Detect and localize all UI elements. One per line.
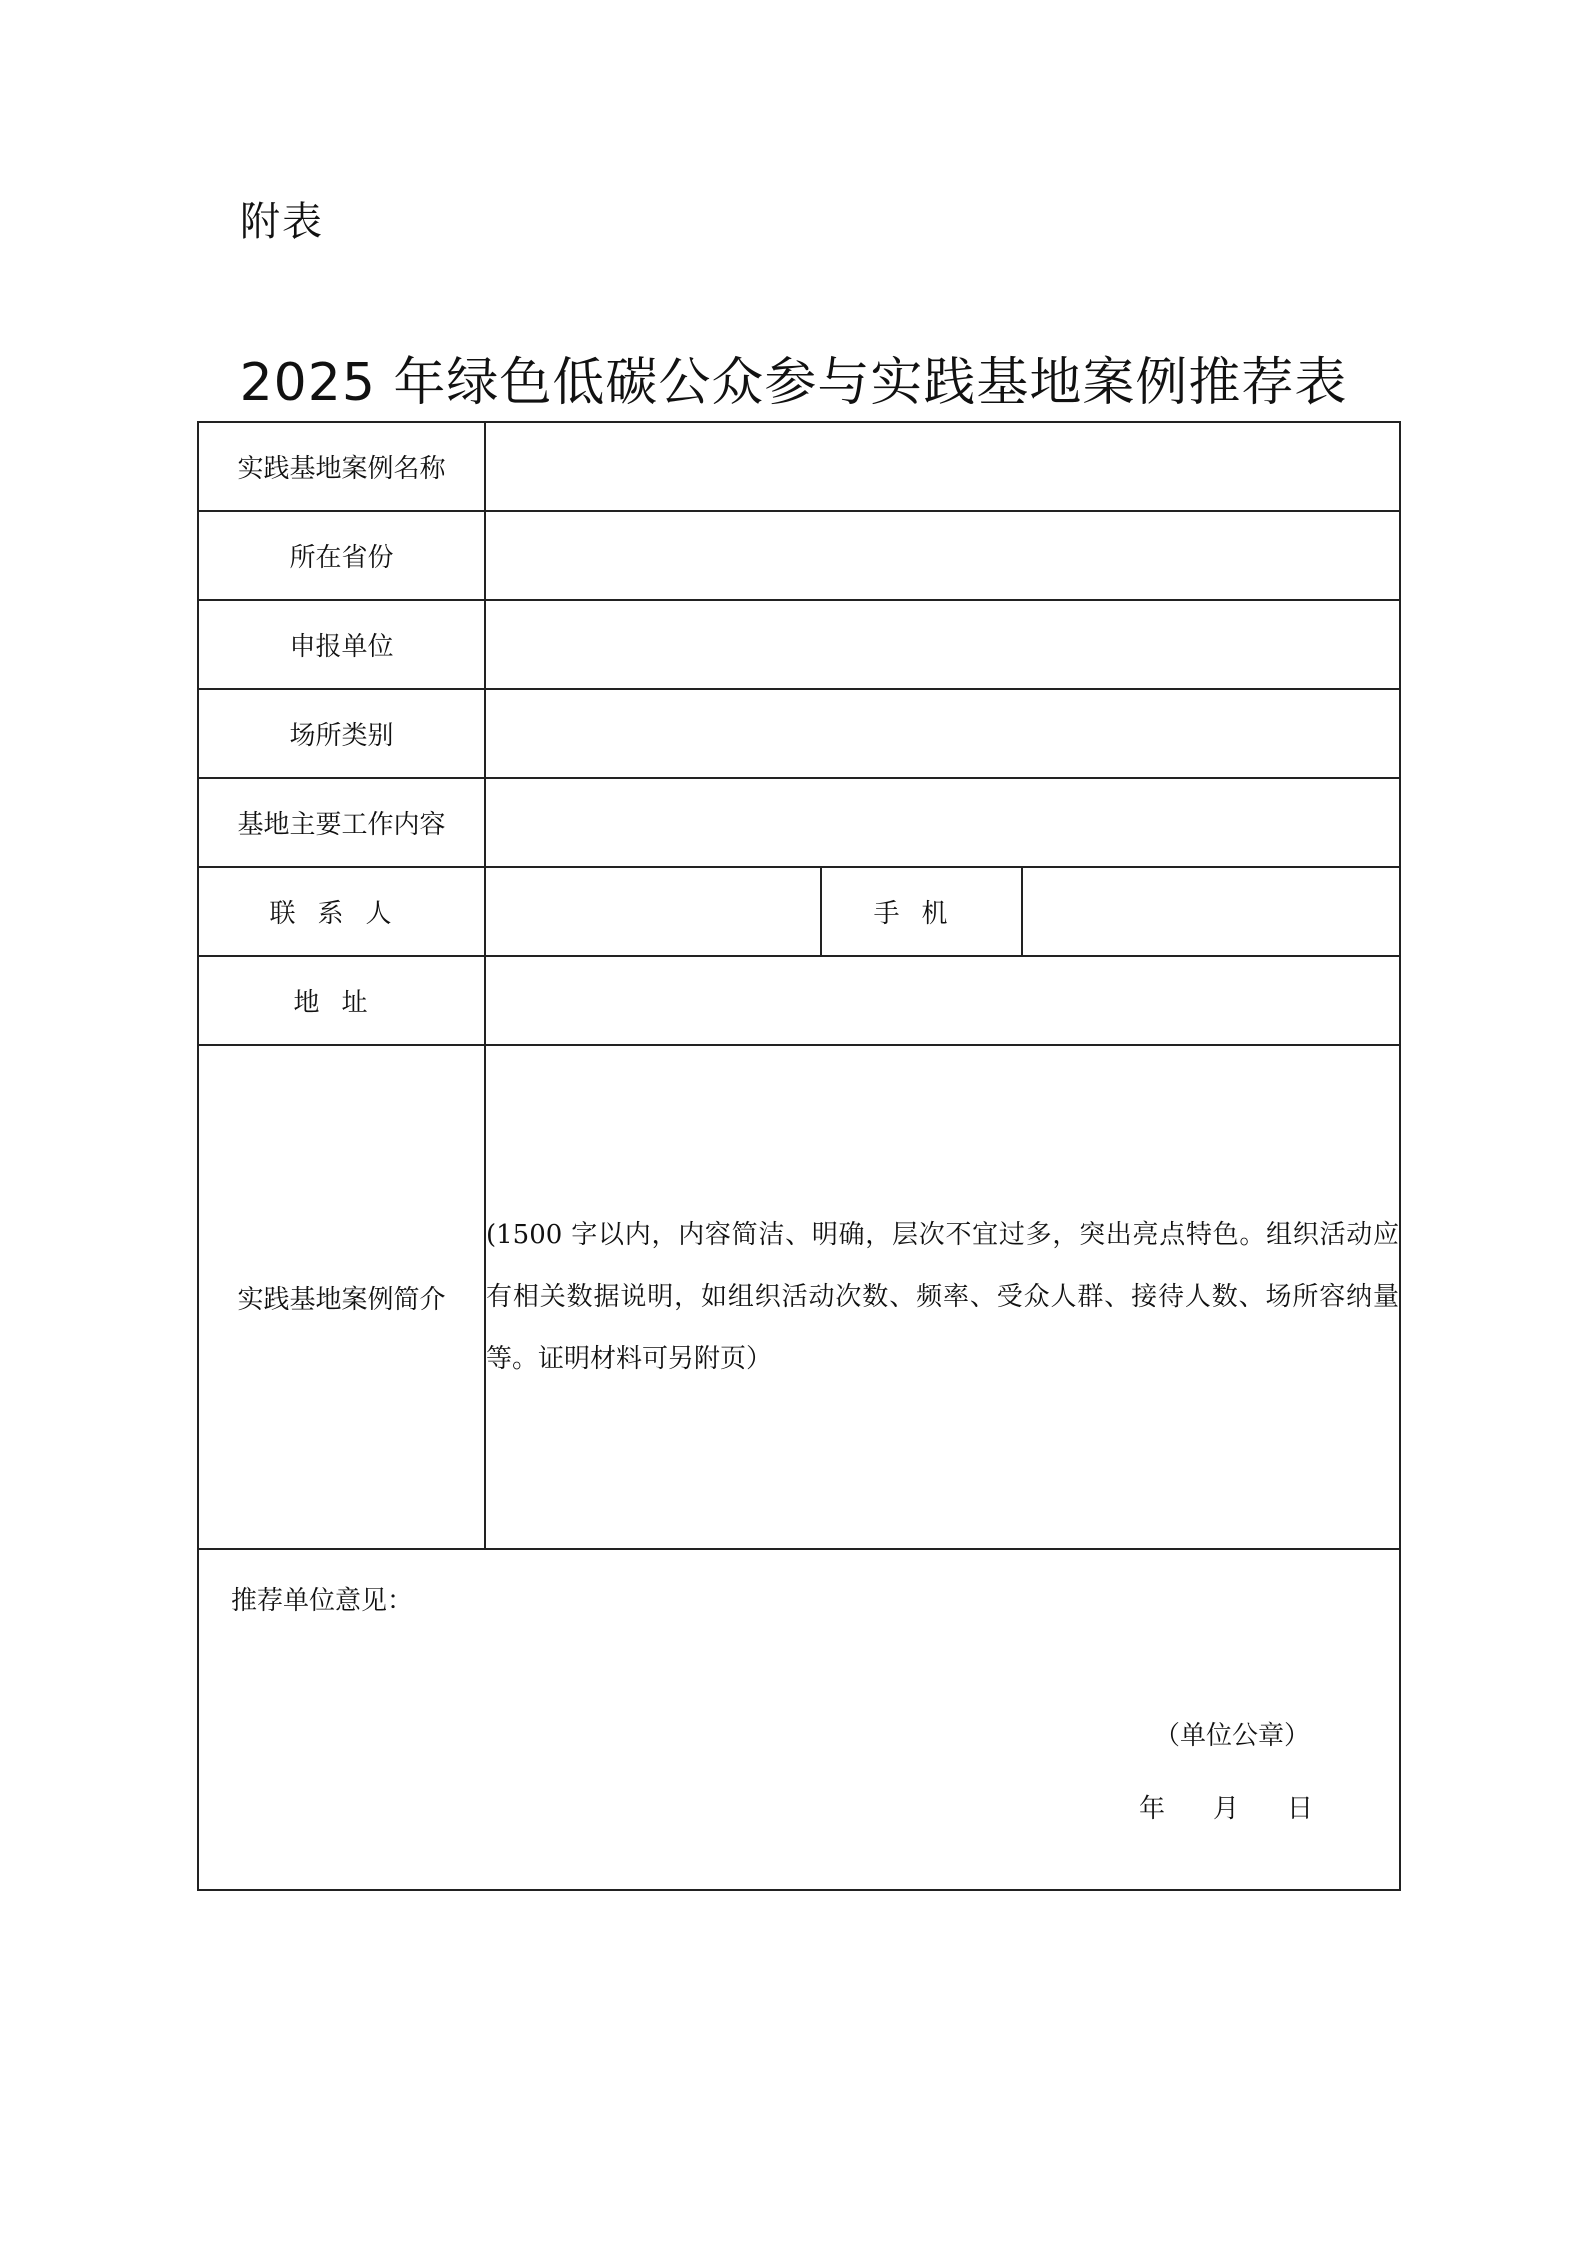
form-row-intro: [198, 1045, 1400, 1549]
opinion-label: 推荐单位意见：: [231, 1586, 414, 1616]
case-name-field[interactable]: [485, 422, 1400, 511]
opinion-field[interactable]: [198, 1549, 1400, 1890]
address-label: 地址: [198, 956, 485, 1045]
intro-label: 实践基地案例简介: [198, 1045, 485, 1549]
form-row-province: [198, 511, 1400, 600]
province-field[interactable]: [485, 511, 1400, 600]
date-month: 月: [1213, 1794, 1240, 1824]
province-label: 所在省份: [198, 511, 485, 600]
address-field[interactable]: [485, 956, 1400, 1045]
form-row-applicant: [198, 600, 1400, 689]
date-day: 日: [1287, 1794, 1314, 1824]
case-name-label: 实践基地案例名称: [198, 422, 485, 511]
applicant-label: 申报单位: [198, 600, 485, 689]
date-line: [1139, 1788, 1313, 1825]
main-work-label: 基地主要工作内容: [198, 778, 485, 867]
venue-type-field[interactable]: [485, 689, 1400, 778]
main-work-field[interactable]: [485, 778, 1400, 867]
contact-label: 联系人: [198, 867, 485, 956]
venue-type-label: 场所类别: [198, 689, 485, 778]
phone-label: 手机: [821, 867, 1022, 956]
phone-field[interactable]: [1022, 867, 1400, 956]
form-row-contact: [198, 867, 1400, 956]
form-row-address: [198, 956, 1400, 1045]
form-row-main-work: [198, 778, 1400, 867]
attachment-label: 附表: [240, 199, 324, 245]
form-row-venue-type: [198, 689, 1400, 778]
intro-field[interactable]: (1500 字以内，内容简洁、明确，层次不宜过多，突出亮点特色。组织活动应有相关数据说明，如组织活动次数、频率、受众人群、接待人数、场所容纳量等。证明材料可另附页）: [485, 1045, 1400, 1549]
document-title: 2025 年绿色低碳公众参与实践基地案例推荐表: [239, 353, 1348, 413]
date-year: 年: [1139, 1794, 1166, 1824]
recommendation-form-table: [197, 421, 1401, 1891]
form-row-case-name: [198, 422, 1400, 511]
form-row-opinion: [198, 1549, 1400, 1890]
applicant-field[interactable]: [485, 600, 1400, 689]
seal-placeholder: （单位公章）: [1154, 1721, 1311, 1751]
contact-field[interactable]: [485, 867, 821, 956]
